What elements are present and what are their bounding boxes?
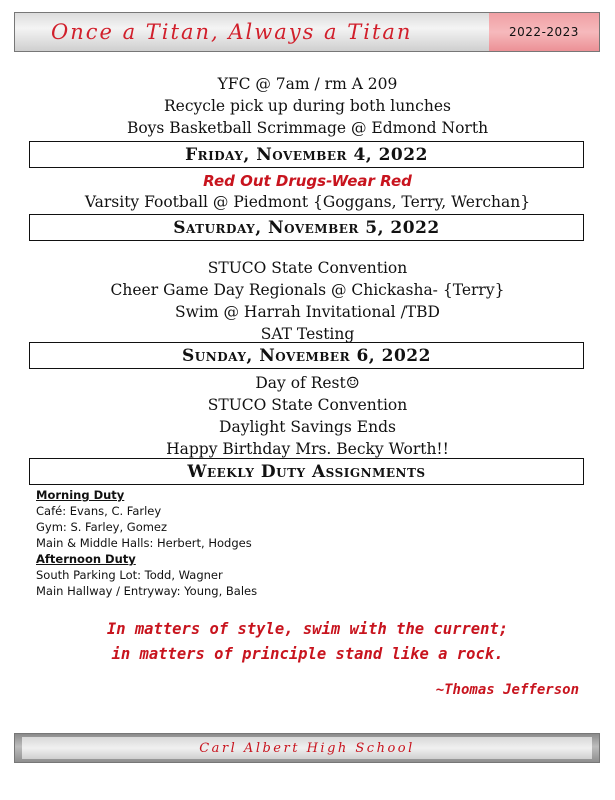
- event-item: Recycle pick up during both lunches: [164, 97, 451, 115]
- duty-heading: Weekly Duty Assignments: [29, 458, 584, 485]
- event-item: Happy Birthday Mrs. Becky Worth!!: [166, 440, 449, 458]
- event-item: Boys Basketball Scrimmage @ Edmond North: [126, 119, 489, 137]
- duty-item: Main & Middle Halls: Herbert, Hodges: [36, 536, 252, 550]
- event-highlight: Red Out Drugs-Wear Red: [203, 172, 412, 190]
- event-item: YFC @ 7am / rm A 209: [217, 75, 398, 93]
- event-item: Daylight Savings Ends: [219, 418, 396, 436]
- quote-line-1: In matters of style, swim with the current;: [106, 620, 509, 638]
- duty-item: Gym: S. Farley, Gomez: [36, 520, 168, 534]
- school-name: Carl Albert High School: [22, 737, 592, 759]
- day-heading-sunday: Sunday, November 6, 2022: [29, 342, 584, 369]
- event-item: Varsity Football @ Piedmont {Goggans, Terry, Werchan}: [84, 193, 531, 211]
- header-title: Once a Titan, Always a Titan: [51, 20, 413, 44]
- event-item: STUCO State Convention: [207, 396, 408, 414]
- duty-item: South Parking Lot: Todd, Wagner: [36, 568, 223, 582]
- event-item: Day of Rest☺: [255, 374, 360, 392]
- morning-duty-label: Morning Duty: [36, 488, 125, 502]
- day-heading-friday: Friday, November 4, 2022: [29, 141, 584, 168]
- duty-item: Main Hallway / Entryway: Young, Bales: [36, 584, 258, 598]
- event-item: SAT Testing: [260, 325, 355, 343]
- event-item: Cheer Game Day Regionals @ Chickasha- {Terry}: [110, 281, 505, 299]
- duty-item: Café: Evans, C. Farley: [36, 504, 162, 518]
- day-heading-saturday: Saturday, November 5, 2022: [29, 214, 584, 241]
- header-banner: [14, 12, 600, 52]
- school-year-badge: 2022-2023: [489, 13, 599, 51]
- quote-author: ~Thomas Jefferson: [435, 682, 579, 698]
- quote-line-2: in matters of principle stand like a rock.: [111, 645, 504, 663]
- event-item: Swim @ Harrah Invitational /TBD: [175, 303, 440, 321]
- event-item: STUCO State Convention: [207, 259, 408, 277]
- footer-banner: [14, 733, 600, 763]
- afternoon-duty-label: Afternoon Duty: [36, 552, 136, 566]
